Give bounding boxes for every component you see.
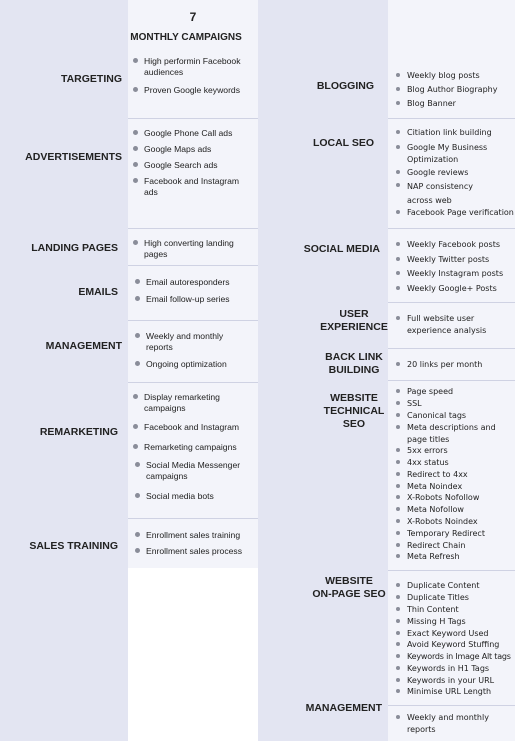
list-item: Full website user experience analysis: [396, 313, 496, 337]
bullet-icon: [396, 666, 400, 670]
divider: [388, 348, 515, 349]
bullet-icon: [396, 101, 400, 105]
list-item: Weekly Google+ Posts: [396, 283, 512, 295]
divider: [388, 705, 515, 706]
bullet-icon: [396, 87, 400, 91]
list-item: Facebook and Instagram: [133, 422, 249, 433]
list-item: Exact Keyword Used: [396, 628, 512, 640]
bullet-icon: [133, 240, 138, 245]
bullet-icon: [396, 507, 400, 511]
divider: [128, 228, 258, 229]
list-item: X-Robots Nofollow: [396, 492, 512, 504]
list-item: Ongoing optimization: [135, 359, 251, 370]
list-item: Temporary Redirect: [396, 528, 512, 540]
list-item: X-Robots Noindex: [396, 516, 512, 528]
list-item: Email follow-up series: [135, 294, 251, 305]
divider: [388, 380, 515, 381]
list-item: Minimise URL Length: [396, 686, 512, 698]
label-sales-training: SALES TRAINING: [29, 540, 118, 552]
list-item: Weekly blog posts: [396, 70, 512, 82]
list-item: Duplicate Titles: [396, 592, 512, 604]
bullet-icon: [133, 130, 138, 135]
bullet-icon: [133, 424, 138, 429]
bullet-icon: [396, 170, 400, 174]
list-item: Keywords in your URL: [396, 675, 512, 687]
bullet-icon: [396, 286, 400, 290]
list-item: Weekly Facebook posts: [396, 239, 512, 251]
list-item: Blog Author Biography: [396, 84, 512, 96]
bullet-icon: [396, 554, 400, 558]
list-item: Redirect to 4xx: [396, 469, 512, 481]
bullet-icon: [133, 444, 138, 449]
divider: [388, 118, 515, 119]
bullet-icon: [396, 316, 400, 320]
divider: [128, 518, 258, 519]
bullet-icon: [396, 472, 400, 476]
bullet-icon: [396, 495, 400, 499]
divider: [388, 570, 515, 571]
list-item: Meta Nofollow: [396, 504, 512, 516]
label-technical-seo-line1: WEBSITE: [330, 392, 378, 404]
list-item: Blog Banner: [396, 98, 512, 110]
bullet-icon: [133, 394, 138, 399]
label-emails: EMAILS: [78, 286, 118, 298]
divider: [128, 382, 258, 383]
bullet-icon: [135, 493, 140, 498]
label-back-link-line2: BUILDING: [328, 364, 380, 376]
bullet-icon: [135, 279, 140, 284]
label-back-link-line1: BACK LINK: [325, 351, 383, 363]
label-landing-pages: LANDING PAGES: [31, 242, 118, 254]
bullet-icon: [396, 210, 400, 214]
list-item: Google Phone Call ads: [133, 128, 249, 139]
label-management-right: MANAGEMENT: [305, 702, 382, 714]
left-label-column: [0, 0, 128, 741]
list-item: Avoid Keyword Stuffing: [396, 639, 515, 651]
bullet-icon: [396, 145, 400, 149]
list-item: Thin Content: [396, 604, 512, 616]
label-onpage-seo-line2: ON-PAGE SEO: [312, 588, 386, 600]
label-technical-seo-line2: TECHNICAL: [323, 405, 385, 417]
bullet-icon: [396, 531, 400, 535]
list-item: Redirect Chain: [396, 540, 512, 552]
divider: [128, 320, 258, 321]
list-item: Duplicate Content: [396, 580, 512, 592]
bullet-icon: [396, 401, 400, 405]
label-onpage-seo-line1: WEBSITE: [325, 575, 373, 587]
list-item: NAP consistency across web: [396, 180, 496, 208]
bullet-icon: [133, 58, 138, 63]
label-user-experience-line1: USER: [339, 308, 369, 320]
label-remarketing: REMARKETING: [39, 426, 118, 438]
bullet-icon: [396, 413, 400, 417]
list-item: Weekly Twitter posts: [396, 254, 512, 266]
bullet-icon: [396, 362, 400, 366]
page-number: 7: [189, 10, 197, 24]
list-item: Google reviews: [396, 167, 512, 179]
divider: [388, 228, 515, 229]
label-local-seo: LOCAL SEO: [312, 137, 374, 149]
bullet-icon: [396, 631, 400, 635]
label-advertisements: ADVERTISEMENTS: [25, 151, 122, 163]
list-item: Google My Business Optimization: [396, 142, 512, 166]
list-item: Missing H Tags: [396, 616, 512, 628]
bullet-icon: [396, 619, 400, 623]
list-item: Display remarketing campaigns: [133, 392, 249, 413]
bullet-icon: [133, 178, 138, 183]
list-item: Meta descriptions and page titles: [396, 422, 496, 446]
divider: [128, 118, 258, 119]
list-item: Citiation link building: [396, 127, 512, 139]
list-item: Remarketing campaigns: [133, 442, 249, 453]
bullet-icon: [396, 715, 400, 719]
list-item: Social media bots: [135, 491, 251, 502]
bullet-icon: [135, 462, 140, 467]
bullet-icon: [396, 678, 400, 682]
bullet-icon: [396, 607, 400, 611]
list-item: Meta Noindex: [396, 481, 512, 493]
list-item: High converting landing pages: [133, 238, 249, 259]
bullet-icon: [396, 73, 400, 77]
bullet-icon: [396, 484, 400, 488]
bullet-icon: [396, 460, 400, 464]
list-item: Weekly and monthly reports: [396, 712, 496, 736]
list-item: SSL: [396, 398, 512, 410]
list-item: Enrollment sales process: [135, 546, 251, 557]
bullet-icon: [396, 583, 400, 587]
list-item: Weekly and monthly reports: [135, 331, 251, 352]
bullet-icon: [135, 296, 140, 301]
list-item: Page speed: [396, 386, 512, 398]
bullet-icon: [396, 543, 400, 547]
bullet-icon: [135, 333, 140, 338]
bullet-icon: [396, 689, 400, 693]
bullet-icon: [396, 642, 400, 646]
list-item: Social Media Messenger campaigns: [135, 460, 251, 481]
bullet-icon: [133, 162, 138, 167]
list-item: Enrollment sales training: [135, 530, 251, 541]
bullet-icon: [396, 130, 400, 134]
label-blogging: BLOGGING: [316, 80, 374, 92]
bullet-icon: [133, 146, 138, 151]
label-user-experience-line2: EXPERIENCE: [320, 321, 388, 333]
divider: [388, 302, 515, 303]
bullet-icon: [396, 448, 400, 452]
label-technical-seo-line3: SEO: [342, 418, 366, 430]
bullet-icon: [396, 257, 400, 261]
bullet-icon: [135, 532, 140, 537]
list-item: 5xx errors: [396, 445, 512, 457]
list-item: 4xx status: [396, 457, 512, 469]
list-item: Proven Google keywords: [133, 85, 249, 96]
bullet-icon: [396, 242, 400, 246]
bullet-icon: [135, 548, 140, 553]
list-item: Facebook and Instagram ads: [133, 176, 249, 197]
bullet-icon: [396, 425, 400, 429]
label-targeting: TARGETING: [60, 73, 122, 85]
list-item: 20 links per month: [396, 359, 512, 371]
bullet-icon: [396, 389, 400, 393]
bullet-icon: [135, 361, 140, 366]
list-item: Meta Refresh: [396, 551, 512, 563]
divider: [128, 265, 258, 266]
bullet-icon: [396, 519, 400, 523]
bullet-icon: [396, 271, 400, 275]
list-item: Google Search ads: [133, 160, 249, 171]
list-item: High performin Facebook audiences: [133, 56, 249, 77]
section-heading: MONTHLY CAMPAIGNS: [130, 32, 242, 43]
list-item: Google Maps ads: [133, 144, 249, 155]
bullet-icon: [133, 87, 138, 92]
list-item: Canonical tags: [396, 410, 512, 422]
bullet-icon: [396, 654, 400, 658]
list-item: Email autoresponders: [135, 277, 251, 288]
list-item: Keywords in H1 Tags: [396, 663, 512, 675]
list-item: Facebook Page verification: [396, 207, 515, 219]
bullet-icon: [396, 595, 400, 599]
list-item: Weekly Instagram posts: [396, 268, 512, 280]
list-item: Keywords in Image Alt tags: [396, 651, 515, 663]
label-management: MANAGEMENT: [45, 340, 122, 352]
label-social-media: SOCIAL MEDIA: [303, 243, 380, 255]
bullet-icon: [396, 183, 400, 187]
